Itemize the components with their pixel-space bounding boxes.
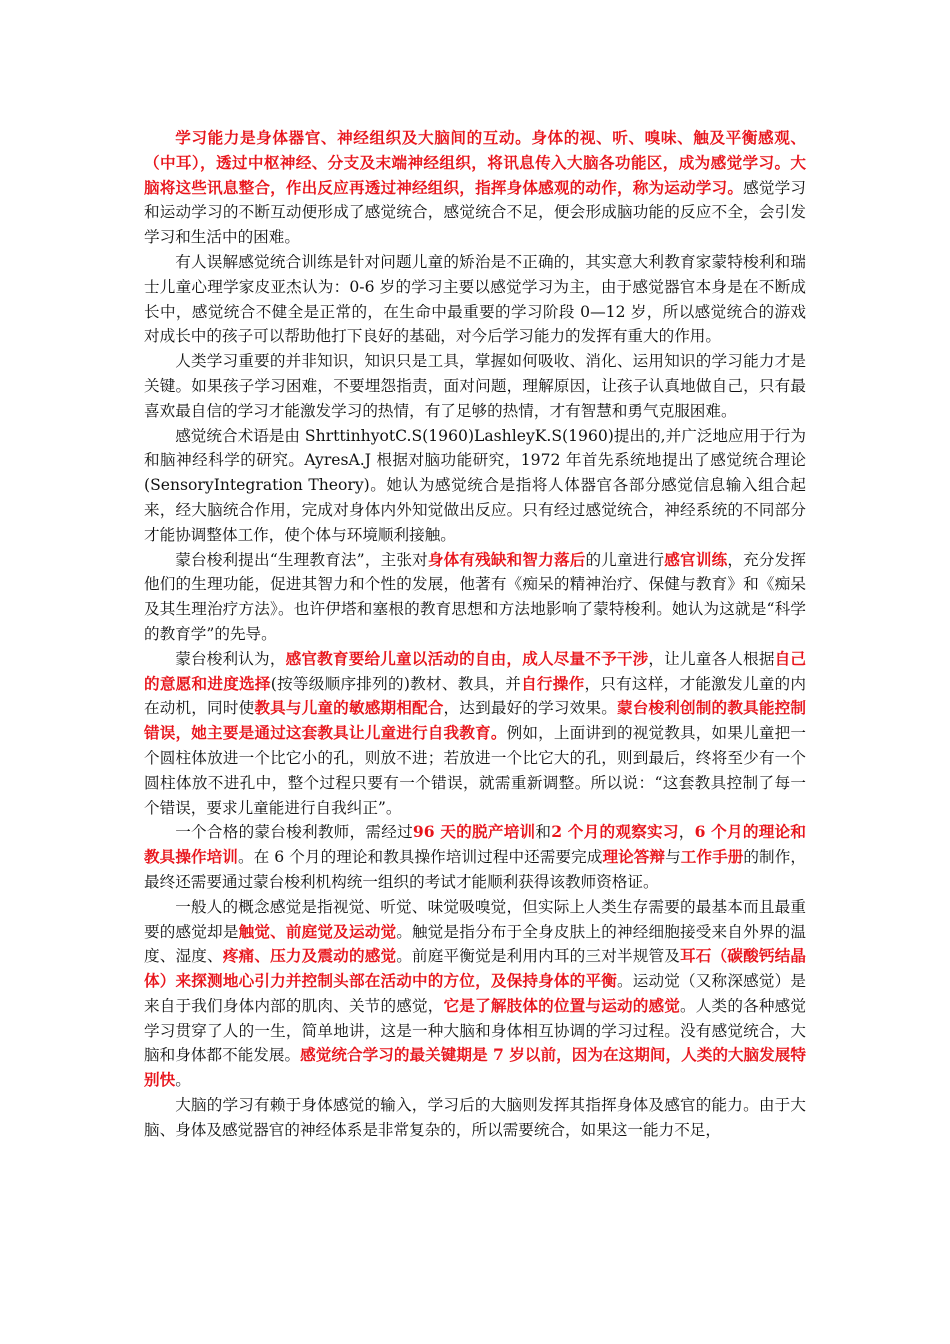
body-text: 感觉统合术语是由 ShrttinhyotC.S(1960)LashleyK.S(1960)提出的,并广泛地应用于行为和脑神经科学的研究。AyresA.J 根据对脑功能研究，1972 年首先系统地提出了感觉统合理论(SensoryIntegration Theory)。她认为感觉统合是指将人体器官各部分感觉信息输入组合起来，经大脑统合作用，完成对身体内外知觉做出反应。只有经过感觉统合，神经系统的不同部分才能协调整体工作，使个体与环境顺利接触。: [144, 426, 806, 544]
highlight-text: 蒙台梭利创制的教具能控制错误，她主要是通过这套教具让儿童进行自我教育。: [144, 698, 806, 743]
highlight-text: 理论答辩: [602, 847, 666, 867]
body-text: 。触觉是指分布于全身皮肤上的神经细胞接受来自外界的温度、湿度、: [144, 922, 806, 966]
highlight-text: 自己的意愿和进度选择: [144, 648, 806, 693]
body-text: 感觉学习和运动学习的不断互动便形成了感觉统合，感觉统合不足，便会形成脑功能的反应不全，会引发学习和生活中的困难。: [144, 178, 806, 247]
highlight-text: 工作手册: [680, 847, 744, 867]
body-text: 例如，上面讲到的视觉教具，如果儿童把一个圆柱体放进一个比它小的孔，则放不进；若放进一个比它大的孔，则到最后，终将至少有一个圆柱体放不进孔中，整个过程只要有一个错误，就需重新调整。所以说：“这套教具控制了每一个错误，要求儿童能进行自我纠正”。: [144, 724, 806, 817]
body-text: 有人误解感觉统合训练是针对问题儿童的矫治是不正确的，其实意大利教育家蒙特梭利和瑞士儿童心理学家皮亚杰认为：0-6 岁的学习主要以感觉学习为主，由于感觉器官本身是在不断成长中，感觉统合不健全是正常的，在生命中最重要的学习阶段 0—12 岁，所以感觉统合的游戏对成长中的孩子可以帮助他打下良好的基础，对今后学习能力的发挥有重大的作用。: [144, 252, 806, 346]
body-text: ，充分发挥他们的生理功能，促进其智力和个性的发展，他著有《痴呆的精神治疗、保健与教育》和《痴呆及其生理治疗方法》。也许伊塔和塞根的教育思想和方法地影响了蒙特梭利。她认为这就是“科学的教育学”的先导。: [144, 550, 806, 643]
body-text: ，让儿童各人根据: [648, 649, 775, 668]
body-text: 。前庭平衡觉是利用内耳的三对半规管及: [396, 947, 681, 966]
body-text: 蒙台梭利提出“生理教育法”，主张对: [175, 550, 428, 569]
highlight-text: 教具与儿童的敏感期相配合: [254, 698, 444, 718]
body-text: 。: [175, 1071, 191, 1090]
body-text: 与: [665, 848, 681, 867]
highlight-text: 它是了解肢体的位置与运动的感觉: [443, 995, 681, 1015]
body-text: 。运动觉（又称深感觉）是来自于我们身体内部的肌肉、关节的感觉，: [144, 972, 806, 1015]
body-text: 和: [535, 823, 552, 842]
body-text: 蒙台梭利认为，: [175, 649, 286, 668]
body-text: (按等级顺序排列的)教材、教具，并: [270, 674, 522, 693]
body-text: 人类学习重要的并非知识，知识只是工具，掌握如何吸收、消化、运用知识的学习能力才是关键。如果孩子学习困难，不要埋怨指责，面对问题，理解原因，让孩子认真地做自己，只有最喜欢最自信的学习才能激发学习的热情，有了足够的热情，才有智慧和勇气克服困难。: [144, 352, 806, 420]
highlight-text: 触觉、前庭觉及运动觉: [238, 921, 397, 941]
body-text: ，达到最好的学习效果。: [443, 699, 617, 718]
paragraph-7: [144, 820, 806, 894]
body-text: 的制作，最终还需要通过蒙台梭利机构统一组织的考试才能顺利获得该教师资格证。: [144, 848, 806, 891]
body-text: ，只有这样，才能激发儿童的内在动机，同时使: [144, 674, 806, 718]
body-text: 大脑的学习有赖于身体感觉的输入，学习后的大脑则发挥其指挥身体及感官的能力。由于大脑、身体及感觉器官的神经体系是非常复杂的，所以需要统合，如果这一能力不足，: [144, 1096, 806, 1139]
paragraph-2: [144, 250, 806, 349]
body-text: ，: [678, 823, 695, 842]
body-text: 的儿童进行: [585, 550, 665, 569]
paragraph-3: [144, 349, 806, 423]
highlight-text: 学习能力是身体器官、神经组织及大脑间的互动。身体的视、听、嗅味、触及平衡感观、（中耳），透过中枢神经、分支及末端神经组织，将讯息传入大脑各功能区，成为感觉学习。大脑将这些讯息整合，作出反应再透过神经组织，指挥身体感观的动作，称为运动学习。: [144, 128, 806, 197]
paragraph-6: [144, 647, 806, 821]
paragraph-9: [144, 1093, 806, 1143]
highlight-text: 自行操作: [521, 673, 585, 693]
paragraph-8: [144, 895, 806, 1093]
highlight-text: 2 个月的观察实习: [551, 822, 679, 842]
paragraph-1: [144, 126, 806, 250]
body-text: 一般人的概念感觉是指视觉、听觉、味觉吸嗅觉，但实际上人类生存需要的最基本而且最重要的感觉却是: [144, 897, 806, 941]
highlight-text: 疼痛、压力及震动的感觉: [222, 946, 397, 966]
highlight-text: 感觉统合学习的最关键期是 7 岁以前，因为在这期间，人类的大脑发展特别快: [144, 1045, 806, 1090]
highlight-text: 96 天的脱产培训: [412, 822, 536, 842]
highlight-text: 身体有残缺和智力落后: [427, 549, 586, 569]
body-text: 。在 6 个月的理论和教具操作培训过程中还需要完成: [237, 848, 603, 867]
body-text: 。人类的各种感觉学习贯穿了人的一生，简单地讲，这是一种大脑和身体相互协调的学习过程。没有感觉统合，大脑和身体都不能发展。: [144, 996, 806, 1065]
paragraph-4: [144, 424, 806, 548]
document-page: [144, 126, 806, 1143]
highlight-text: 6 个月的理论和教具操作培训: [144, 822, 806, 867]
highlight-text: 感官教育要给儿童以活动的自由，成人尽量不予干涉: [285, 648, 649, 668]
body-text: 一个合格的蒙台梭利教师，需经过: [175, 823, 413, 842]
highlight-text: 感官训练: [664, 549, 728, 569]
paragraph-5: [144, 548, 806, 647]
highlight-text: 耳石（碳酸钙结晶体）来探测地心引力并控制头部在活动中的方位，及保持身体的平衡: [144, 946, 806, 991]
